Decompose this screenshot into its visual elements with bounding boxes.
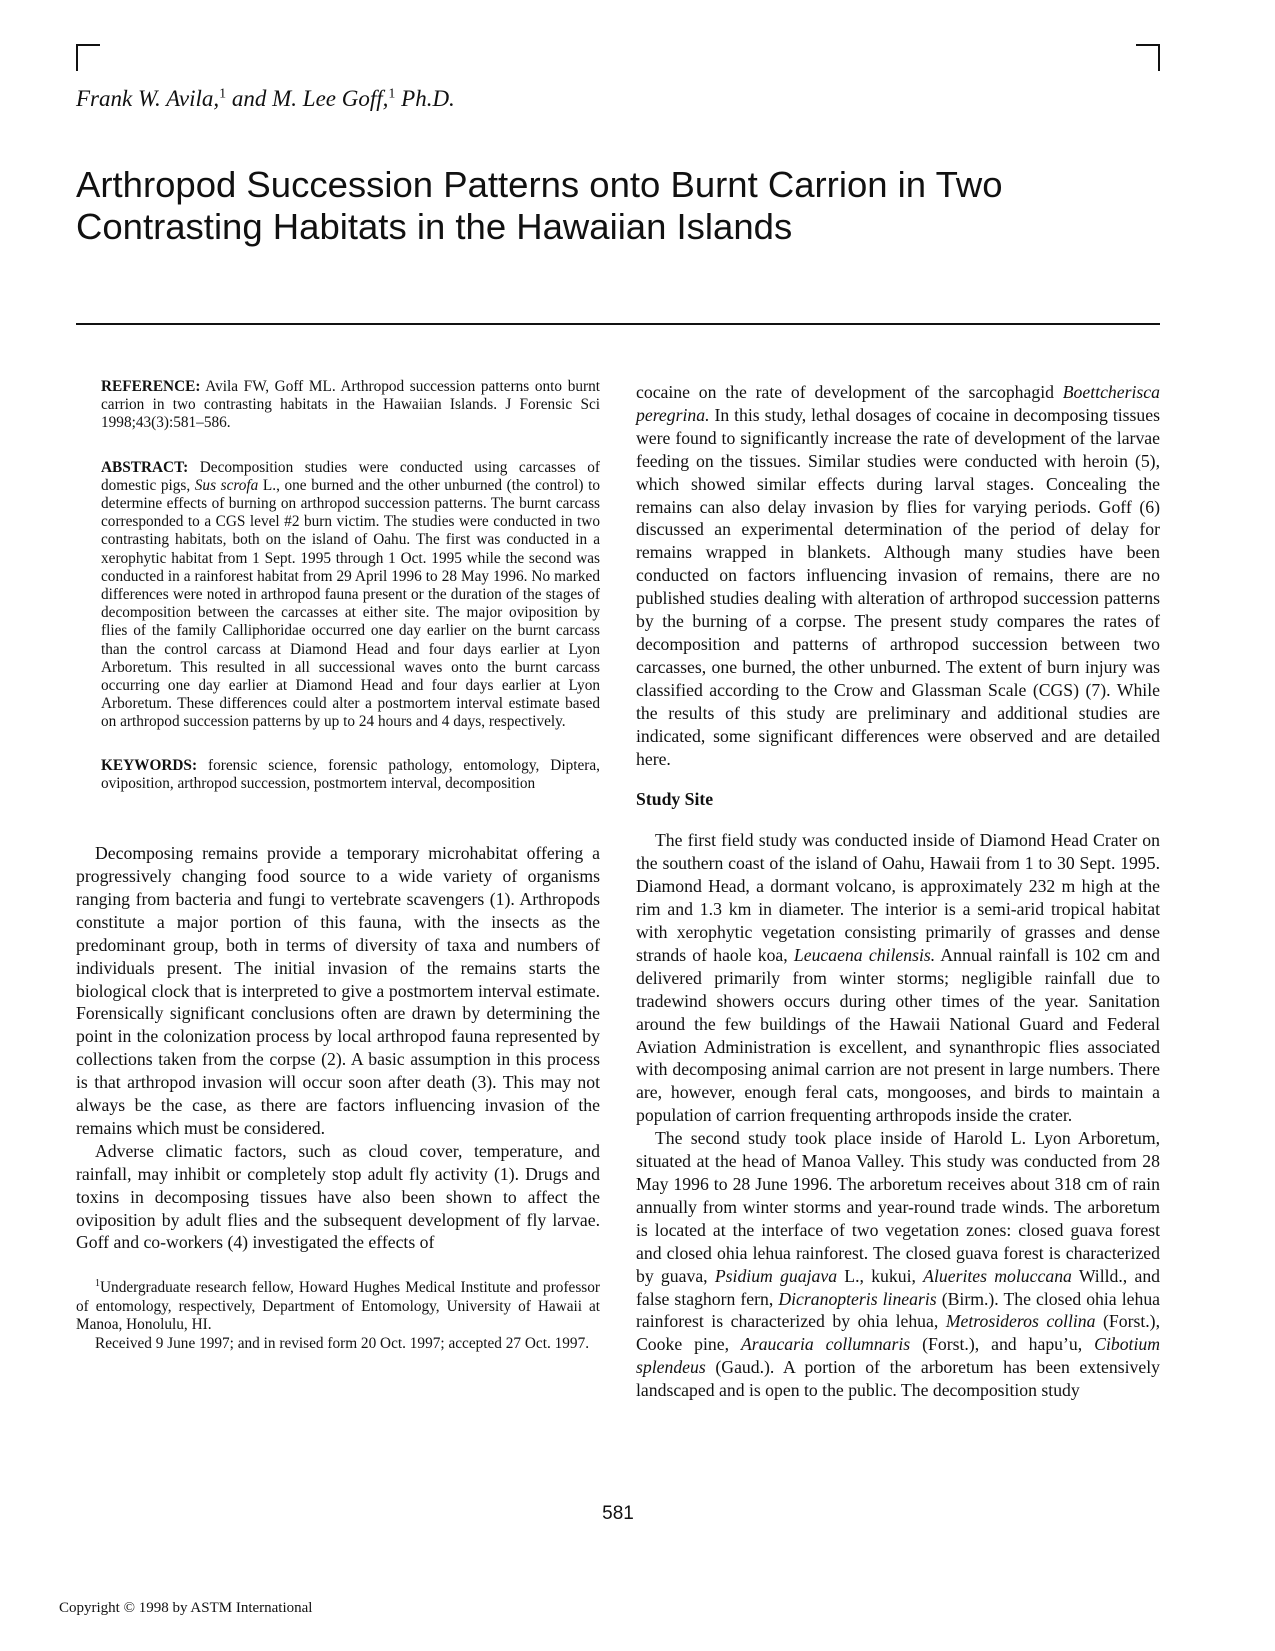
page-number: 581: [602, 1503, 634, 1524]
species-name: Psidium guajava: [714, 1265, 838, 1286]
copyright-notice: Copyright © 1998 by ASTM International: [59, 1600, 313, 1616]
footnotes: [76, 1279, 600, 1353]
species-name: Metrosideros collina: [945, 1311, 1096, 1332]
abstract-text: Decomposition studies were conducted using carcasses of domestic pigs,: [101, 458, 600, 494]
title-rule: [76, 323, 1160, 325]
text-run: (Forst.), and hapu’u,: [910, 1334, 1095, 1355]
text-run: (Birm.). The closed ohia lehua rainforest is characterized by ohia lehua,: [636, 1288, 1161, 1332]
reference-text: Avila FW, Goff ML. Arthropod succession patterns onto burnt carrion in two contrasting habitats in the Hawaiian Islands. J Forensic Sci 1998;43(3):581–586.: [101, 378, 600, 432]
paper-title: [76, 164, 1156, 248]
section-heading-study-site: Study Site: [636, 789, 714, 810]
text-run: cocaine on the rate of development of the sarcophagid: [636, 382, 1063, 402]
intro-paragraph-2: Adverse climatic factors, such as cloud cover, temperature, and rainfall, may inhibit or completely stop adult fly activity (1). Drugs and toxins in decomposing tissues have also been shown to affect the oviposition by adult flies and the subsequent development of fly larvae. Goff and co-workers (4) investigated the effects of: [76, 1140, 600, 1253]
intro-paragraph-1: Decomposing remains provide a temporary microhabitat offering a progressively changing food source to a wide variety of organisms ranging from bacteria and fungi to vertebrate scavengers (1). Arthropods constitute a major portion of this fauna, with the insects as the predominant group, both in terms of diversity of taxa and numbers of individuals present. The initial invasion of the remains starts the biological clock that is interpreted to give a postmortem interval estimate. Forensically significant conclusions often are drawn by determining the point in the colonization process by local arthropod fauna represented by collections taken from the corpse (2). A basic assumption in this process is that arthropod invasion will occur soon after death (3). This may not always be the case, as there are factors influencing invasion of the remains which must be considered.: [76, 843, 600, 1138]
left-column: [76, 378, 600, 1353]
author-degree: Ph.D.: [395, 86, 455, 111]
crop-mark-top-right: [1136, 44, 1160, 46]
text-run: The first field study was conducted inside of Diamond Head Crater on the southern coast of the island of Oahu, Hawaii from 1 to 30 Sept. 1995. Diamond Head, a dormant volcano, is approximately 232 m high at the rim and 1.3 km in diameter. The interior is a semi-arid tropical habitat with xerophytic vegetation consisting primarily of grasses and dense strands of haole koa,: [636, 830, 1160, 965]
paper-title-line-2: Contrasting Habitats in the Hawaiian Islands: [76, 206, 793, 247]
species-name: Cibotium splendeus: [636, 1334, 1160, 1378]
abstract-block: [101, 459, 600, 732]
received-footnote: Received 9 June 1997; and in revised form 20 Oct. 1997; accepted 27 Oct. 1997.: [95, 1334, 590, 1352]
study-site-section: [636, 829, 1160, 1402]
reference-label: REFERENCE:: [101, 378, 201, 395]
study-site-paragraph-1: [636, 829, 1160, 1127]
species-name: Aluerites moluccana: [923, 1265, 1072, 1286]
text-run: The second study took place inside of Harold L. Lyon Arboretum, situated at the head of Manoa Valley. This study was conducted from 28 May 1996 to 28 June 1996. The arboretum receives about 318 cm of rain annually from winter storms and year-round trade winds. The arboretum is located at the interface of two vegetation zones: closed guava forest and closed ohia lehua rainforest. The closed guava forest is characterized by guava,: [636, 1128, 1160, 1286]
affiliation-footnote: [76, 1279, 600, 1334]
right-column: [636, 381, 1160, 1402]
text-run: (Gaud.). A portion of the arboretum has been extensively landscaped and is open to the public. The decomposition study: [636, 1357, 1160, 1401]
crop-mark-top-left-vertical: [76, 44, 78, 71]
author-1: Frank W. Avila,: [76, 86, 220, 111]
intro-continued: [636, 381, 1160, 770]
text-run: L., kukui,: [837, 1265, 924, 1286]
keywords-block: [101, 757, 600, 793]
author-2: and M. Lee Goff,: [226, 86, 389, 111]
species-name: Sus scrofa: [194, 476, 259, 494]
reference-block: [101, 378, 600, 433]
study-site-paragraph-2: [636, 1127, 1160, 1402]
text-run: Annual rainfall is 102 cm and delivered primarily from winter storms; negligible rainfall due to tradewind showers occurs during other times of the year. Sanitation around the few buildings of the Hawaii National Guard and Federal Aviation Administration is excellent, and synanthropic flies associated with decomposing animal carrion are not present in large numbers. There are, however, enough feral cats, mongooses, and birds to maintain a population of carrion frequenting arthropods inside the crater.: [636, 944, 1160, 1126]
abstract-label: ABSTRACT:: [101, 458, 189, 476]
keywords-text: forensic science, forensic pathology, entomology, Diptera, oviposition, arthropod succession, postmortem interval, decomposition: [101, 756, 600, 792]
author-1-affiliation-mark: 1: [219, 86, 227, 102]
abstract-text-cont: L., one burned and the other unburned (the control) to determine effects of burning on arthropod succession patterns. The burnt carcass corresponded to a CGS level #2 burn victim. The studies were conducted in two contrasting habitats, both on the island of Oahu. The first was conducted in a xerophytic habitat from 1 Sept. 1995 through 1 Oct. 1995 while the second was conducted in a rainforest habitat from 29 April 1996 to 28 May 1996. No marked differences were noted in arthropod fauna present or the duration of the stages of decomposition between the carcasses at either site. The major oviposition by flies of the family Calliphoridae occurred one day earlier on the burnt carcass than the control carcass at Diamond Head and four days earlier at Lyon Arboretum. This resulted in all successional waves onto the burnt carcass occurring one day earlier at Diamond Head and four days earlier at Lyon Arboretum. These differences could alter a postmortem interval estimate based on arthropod succession patterns by up to 24 hours and 4 days, respectively.: [101, 476, 600, 731]
introduction: [76, 842, 600, 1254]
species-name: Leucaena chilensis.: [793, 944, 936, 965]
crop-mark-top-left: [76, 44, 100, 46]
footnote-mark: 1: [95, 1278, 100, 1290]
text-run: Willd., and false staghorn fern,: [636, 1265, 1161, 1309]
author-2-affiliation-mark: 1: [388, 86, 396, 102]
text-run: (Forst.), Cooke pine,: [636, 1311, 1160, 1355]
author-line: [76, 86, 455, 112]
species-name: Dicranopteris linearis: [778, 1288, 937, 1309]
text-run: In this study, lethal dosages of cocaine in decomposing tissues were found to significantly increase the rate of development of the larvae feeding on the tissues. Similar studies were conducted with heroin (5), which showed similar effects during larval stages. Concealing the remains can also delay invasion by flies for varying periods. Goff (6) discussed an experimental determination of the period of delay for remains wrapped in blankets. Although many studies have been conducted on factors influencing invasion of remains, there are no published studies dealing with alteration of arthropod succession patterns by the burning of a corpse. The present study compares the rates of decomposition and patterns of arthropod succession between two carcasses, one burned, the other unburned. The extent of burn injury was classified according to the Crow and Glassman Scale (CGS) (7). While the results of this study are preliminary and additional studies are indicated, some significant differences were observed and are detailed here.: [636, 404, 1160, 769]
crop-mark-top-right-vertical: [1158, 44, 1160, 71]
species-name: Araucaria collumnaris: [741, 1334, 911, 1355]
affiliation-text: Undergraduate research fellow, Howard Hughes Medical Institute and professor of entomology, respectively, Department of Entomology, University of Hawaii at Manoa, Honolulu, HI.: [76, 1279, 600, 1334]
keywords-label: KEYWORDS:: [101, 756, 198, 774]
species-name: Boettcherisca peregrina.: [636, 382, 1160, 425]
paper-title-line-1: Arthropod Succession Patterns onto Burnt Carrion in Two: [76, 164, 1003, 205]
intro-paragraph-3: [636, 381, 1160, 770]
